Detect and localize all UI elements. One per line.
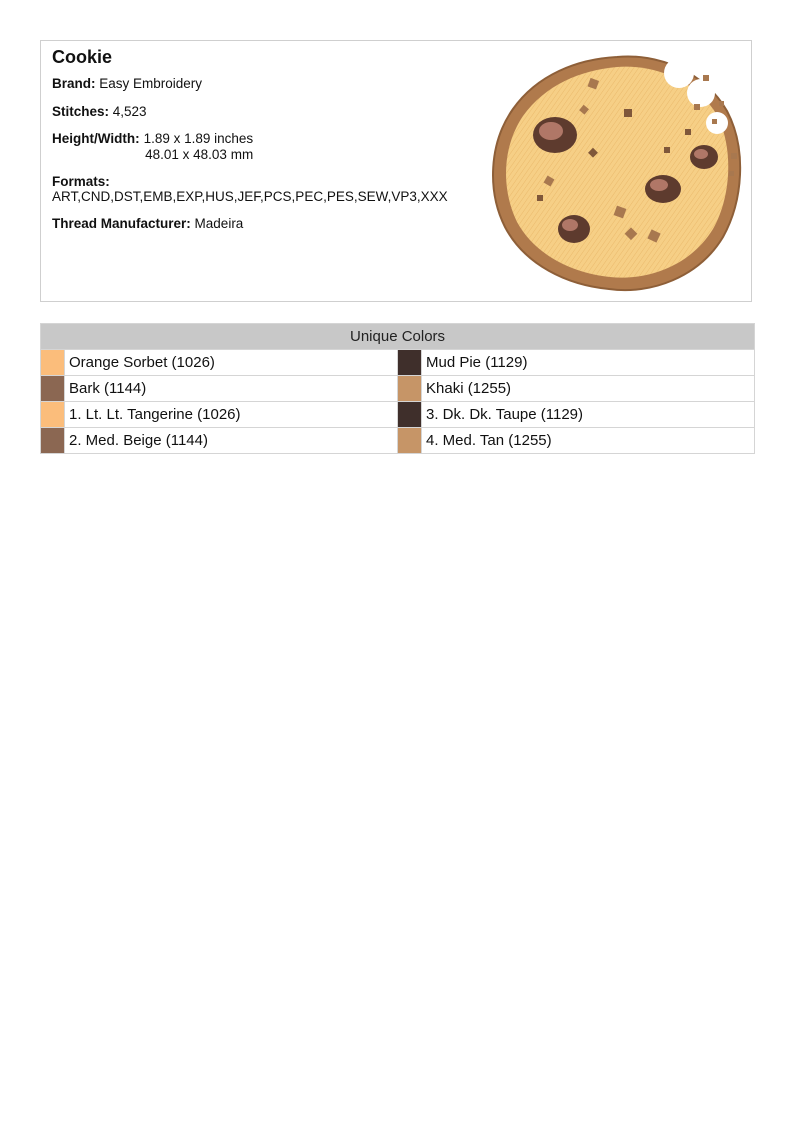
color-swatch xyxy=(41,428,65,454)
color-swatch xyxy=(41,402,65,428)
thread-row xyxy=(52,216,492,232)
design-details xyxy=(52,47,492,244)
stitches-label: Stitches: xyxy=(52,103,110,119)
brand-value: Easy Embroidery xyxy=(99,76,203,91)
design-info-card xyxy=(40,40,752,302)
color-swatch xyxy=(41,350,65,376)
table-row xyxy=(41,376,755,402)
table-row xyxy=(41,350,755,376)
thread-value: Madeira xyxy=(194,216,244,232)
height-width-values xyxy=(144,131,254,162)
color-name: Khaki (1255) xyxy=(422,376,755,402)
thread-label: Thread Manufacturer: xyxy=(52,216,191,232)
brand-label: Brand: xyxy=(52,76,96,91)
color-name: Bark (1144) xyxy=(65,376,398,402)
stitches-row xyxy=(52,104,492,120)
color-name: Mud Pie (1129) xyxy=(422,350,755,376)
color-name: 4. Med. Tan (1255) xyxy=(422,428,755,454)
color-swatch xyxy=(398,376,422,402)
height-width-inches: 1.89 x 1.89 inches xyxy=(143,131,254,147)
height-width-label: Height/Width: xyxy=(52,131,140,147)
color-name: 2. Med. Beige (1144) xyxy=(65,428,398,454)
height-width-row xyxy=(52,131,492,162)
stitches-value: 4,523 xyxy=(112,103,147,119)
brand-row xyxy=(52,76,492,92)
color-name: Orange Sorbet (1026) xyxy=(65,350,398,376)
formats-row xyxy=(52,174,492,204)
table-row xyxy=(41,428,755,454)
cookie-icon xyxy=(489,51,747,295)
design-title: Cookie xyxy=(52,47,113,67)
table-row xyxy=(41,402,755,428)
color-swatch xyxy=(398,428,422,454)
unique-colors-table xyxy=(40,323,755,454)
formats-label: Formats: xyxy=(52,174,110,190)
unique-colors-header: Unique Colors xyxy=(41,324,755,350)
color-swatch xyxy=(41,376,65,402)
color-swatch xyxy=(398,402,422,428)
color-swatch xyxy=(398,350,422,376)
formats-value: ART,CND,DST,EMB,EXP,HUS,JEF,PCS,PEC,PES,SEW,VP3,XXX xyxy=(52,188,448,204)
color-name: 1. Lt. Lt. Tangerine (1026) xyxy=(65,402,398,428)
color-name: 3. Dk. Dk. Taupe (1129) xyxy=(422,402,755,428)
height-width-mm: 48.01 x 48.03 mm xyxy=(145,146,254,162)
